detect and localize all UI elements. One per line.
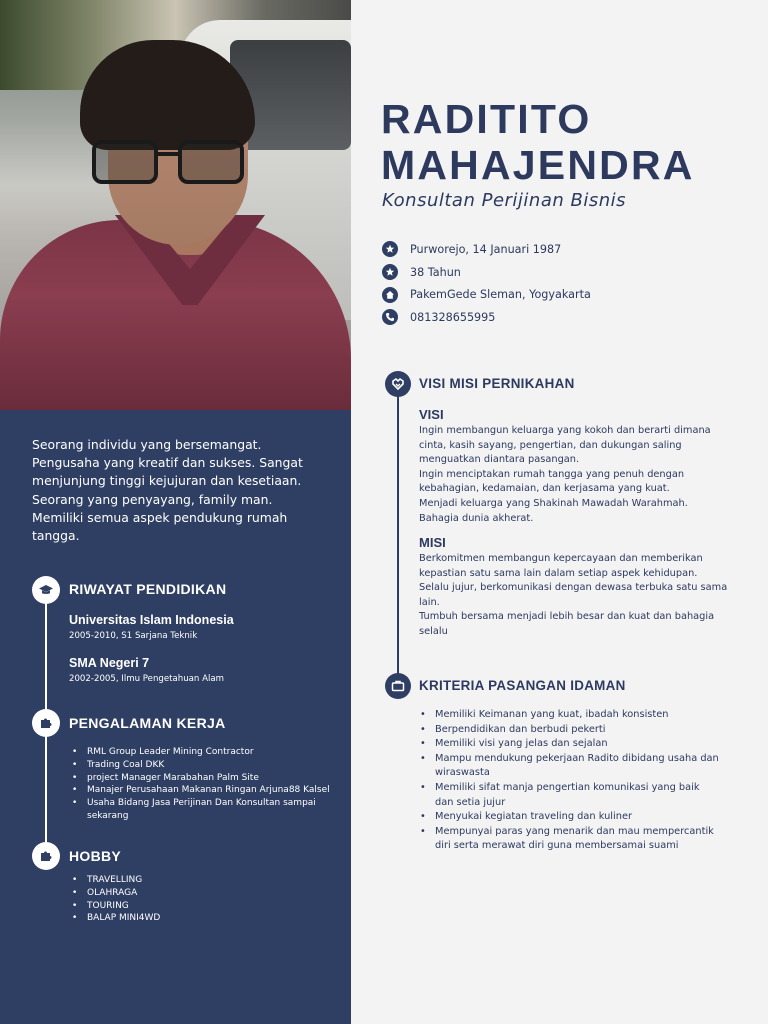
puzzle-icon	[32, 709, 60, 737]
experience-title: PENGALAMAN KERJA	[69, 715, 226, 731]
list-item: • RML Group Leader Mining Contractor	[72, 746, 332, 759]
kriteria-list	[420, 708, 720, 854]
hobby-title: HOBBY	[69, 848, 122, 864]
address-info: PakemGede Sleman, Yogyakarta	[410, 288, 591, 302]
school-detail: 2005-2010, S1 Sarjana Teknik	[69, 631, 198, 641]
list-item: • Berpendidikan dan berbudi pekerti	[420, 723, 720, 738]
handshake-icon	[385, 371, 411, 397]
birth-info: Purworejo, 14 Januari 1987	[410, 242, 562, 256]
phone-icon	[382, 309, 398, 325]
list-item: • Trading Coal DKK	[72, 759, 332, 772]
list-item: • Usaha Bidang Jasa Perijinan Dan Konsultan sampai sekarang	[72, 797, 332, 823]
list-item: • Menyukai kegiatan traveling dan kuliner	[420, 810, 720, 825]
kriteria-title: KRITERIA PASANGAN IDAMAN	[419, 678, 626, 693]
name-first: RADITITO	[381, 96, 592, 142]
visi-label: VISI	[419, 407, 444, 422]
contact-item	[382, 238, 591, 261]
visi-text	[419, 424, 731, 526]
list-item: • TRAVELLING	[72, 874, 332, 887]
graduation-cap-icon	[32, 576, 60, 604]
job-title: Konsultan Perijinan Bisnis	[382, 190, 627, 211]
visi-line: Bahagia dunia akherat.	[419, 512, 534, 524]
misi-label: MISI	[419, 535, 446, 550]
puzzle-icon	[32, 842, 60, 870]
list-item: • Mempunyai paras yang menarik dan mau mempercantik diri serta merawat diri guna membersamai suami	[420, 825, 720, 854]
home-icon	[382, 287, 398, 303]
phone-number: 081328655995	[410, 310, 496, 324]
right-timeline-line	[397, 396, 399, 676]
visi-line: Ingin membangun keluarga yang kokoh dan berarti dimana cinta, kasih sayang, pengertian, dan dukungan saling menguatkan diantara pasangan.	[419, 425, 711, 466]
visi-line: Menjadi keluarga yang Shakinah Mawadah Warahmah.	[419, 497, 688, 509]
list-item: • project Manager Marabahan Palm Site	[72, 772, 332, 785]
visi-misi-title: VISI MISI PERNIKAHAN	[419, 376, 575, 391]
name-last: MAHAJENDRA	[381, 142, 695, 188]
school-name: SMA Negeri 7	[69, 656, 150, 670]
contact-list	[382, 238, 591, 329]
hobby-list	[72, 874, 332, 925]
star-icon	[382, 264, 398, 280]
list-item: • BALAP MINI4WD	[72, 912, 332, 925]
education-item	[69, 656, 224, 684]
list-item: • Memiliki Keimanan yang kuat, ibadah konsisten	[420, 708, 720, 723]
list-item: • TOURING	[72, 900, 332, 913]
misi-line: Tumbuh bersama menjadi lebih besar dan kuat dan bahagia selalu	[419, 611, 715, 637]
left-sidebar	[0, 0, 351, 1024]
misi-text	[419, 552, 731, 640]
list-item: • OLAHRAGA	[72, 887, 332, 900]
experience-list	[72, 746, 332, 823]
profile-photo	[0, 0, 351, 410]
glasses	[92, 140, 248, 188]
age-info: 38 Tahun	[410, 265, 461, 279]
list-item: • Manajer Perusahaan Makanan Ringan Arjuna88 Kalsel	[72, 784, 332, 797]
full-name	[381, 96, 695, 188]
education-title: RIWAYAT PENDIDIKAN	[69, 581, 227, 597]
school-name: Universitas Islam Indonesia	[69, 613, 234, 627]
education-item	[69, 613, 234, 641]
contact-item	[382, 261, 591, 284]
star-icon	[382, 241, 398, 257]
contact-item	[382, 306, 591, 329]
about-text: Seorang individu yang bersemangat. Pengusaha yang kreatif dan sukses. Sangat menjunjung tinggi kejujuran dan kesetiaan. Seorang yang penyayang, family man. Memiliki semua aspek pendukung rumah tangga.	[32, 437, 303, 544]
list-item: • Memiliki visi yang jelas dan sejalan	[420, 737, 720, 752]
list-item: • Mampu mendukung pekerjaan Radito dibidang usaha dan wiraswasta	[420, 752, 720, 781]
visi-line: Ingin menciptakan rumah tangga yang penuh dengan kebahagian, kedamaian, dan kerjasama yang kuat.	[419, 468, 685, 495]
contact-item	[382, 283, 591, 306]
misi-line: Selalu jujur, berkomunikasi dengan dewasa terbuka satu sama lain.	[419, 582, 728, 608]
briefcase-icon	[385, 673, 411, 699]
school-detail: 2002-2005, Ilmu Pengetahuan Alam	[69, 674, 225, 684]
misi-line: Berkomitmen membangun kepercayaan dan memberikan kepastian satu sama lain dalam setiap aspek kehidupan.	[419, 553, 703, 579]
list-item: • Memiliki sifat manja pengertian komunikasi yang baik dan setia jujur	[420, 781, 720, 810]
